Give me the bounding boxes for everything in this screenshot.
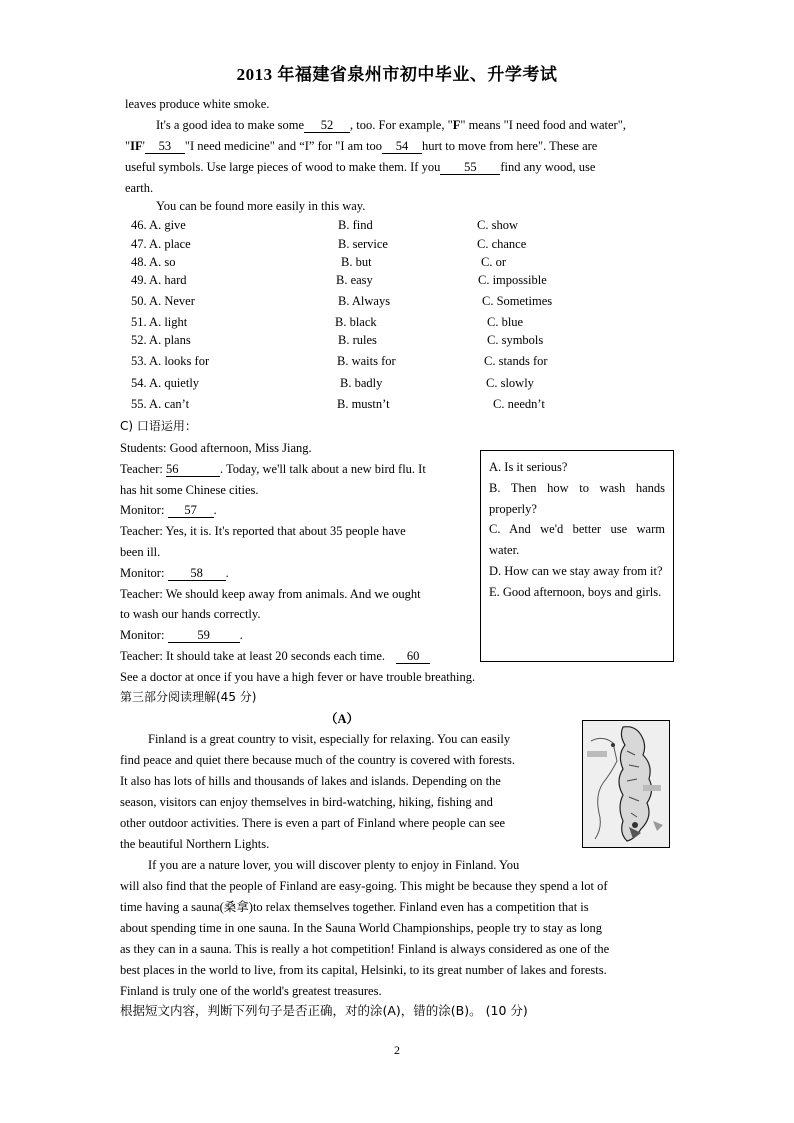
dialogue-line: Teacher: 56 . Today, we'll talk about a new bird flu. It (120, 462, 426, 476)
dialogue-line: Monitor: 57 . (120, 503, 217, 517)
blank-55: 55 (440, 160, 500, 175)
option-a: 52. A. plans (131, 333, 191, 347)
dialogue-line: Teacher: It should take at least 20 seconds each time. 60 (120, 646, 430, 666)
reading-line: time having a sauna(桑拿)to relax themselves together. Finland even has a competition that is (120, 900, 589, 914)
reading-line: It also has lots of hills and thousands of lakes and islands. Depending on the (120, 774, 501, 788)
dialogue-option: C. And we'd better use warm water. (489, 522, 665, 558)
option-b: B. mustn’t (337, 397, 390, 411)
passage-line: "IF' 53 "I need medicine" and “I” for "I am too 54 hurt to move from here". These are (125, 139, 598, 153)
dialogue-line: See a doctor at once if you have a high fever or have trouble breathing. (120, 670, 476, 684)
blank-54: 54 (382, 139, 422, 154)
reading-line: Finland is truly one of the world's greatest treasures. (120, 984, 382, 998)
dialogue-line: Teacher: We should keep away from animals. And we ought (120, 587, 421, 601)
option-a: 49. A. hard (131, 273, 187, 287)
option-b: B. easy (336, 273, 373, 287)
dialogue-line: has hit some Chinese cities. (120, 483, 259, 497)
blank-53: 53 (145, 139, 185, 154)
reading-line: the beautiful Northern Lights. (120, 837, 270, 851)
dialogue-line: Monitor: 58 . (120, 566, 229, 580)
blank-58: 58 (168, 566, 226, 581)
option-c: C. Sometimes (482, 294, 553, 308)
option-c: C. slowly (486, 376, 534, 390)
option-a: 47. A. place (131, 237, 191, 251)
page-title: 2013 年福建省泉州市初中毕业、升学考试 (236, 65, 558, 84)
option-c: C. needn’t (493, 397, 545, 411)
option-c: C. chance (477, 237, 527, 251)
option-c: C. blue (487, 315, 524, 329)
passage-line: leaves produce white smoke. (125, 97, 270, 111)
dialogue-option: D. How can we stay away from it? (489, 563, 663, 578)
blank-56: 56 (166, 462, 220, 477)
dialogue-options-box (480, 450, 674, 662)
option-a: 54. A. quietly (131, 376, 200, 390)
reading-line: as they can in a sauna. This is really a hot competition! Finland is always considered as one of the (120, 942, 610, 956)
section-label: （A） (325, 712, 360, 726)
reading-line: season, visitors can enjoy themselves in bird-watching, hiking, fishing and (120, 795, 493, 809)
reading-line: If you are a nature lover, you will discover plenty to enjoy in Finland. You (148, 858, 520, 872)
dialogue-line: Monitor: 59 . (120, 628, 243, 642)
passage-line: earth. (125, 181, 154, 195)
option-c: C. symbols (487, 333, 544, 347)
option-c: C. stands for (484, 354, 548, 368)
option-a: 53. A. looks for (131, 354, 210, 368)
dialogue-line: to wash our hands correctly. (120, 607, 261, 621)
option-a: 55. A. can’t (131, 397, 190, 411)
option-b: B. waits for (337, 354, 396, 368)
option-a: 50. A. Never (131, 294, 195, 308)
dialogue-option: B. Then how to wash hands properly? (489, 480, 665, 516)
option-b: B. Always (338, 294, 391, 308)
part-heading: 第三部分阅读理解(45 分) (120, 690, 257, 704)
reading-line: will also find that the people of Finland are easy-going. This might be because they spend a lot of (120, 879, 608, 893)
dialogue-line: been ill. (120, 545, 161, 559)
finland-map-image (582, 720, 670, 848)
blank-52: 52 (304, 118, 350, 133)
dialogue-option: A. Is it serious? (489, 460, 568, 474)
option-c: C. show (477, 218, 518, 232)
map-drawing (583, 721, 669, 847)
dialogue-option: E. Good afternoon, boys and girls. (489, 584, 662, 599)
reading-line: best places in the world to live, from its capital, Helsinki, to its great number of lakes and forests. (120, 963, 607, 977)
dialogue-line: Students: Good afternoon, Miss Jiang. (120, 441, 312, 455)
reading-line: Finland is a great country to visit, especially for relaxing. You can easily (148, 732, 511, 746)
passage-line: You can be found more easily in this way. (156, 199, 366, 213)
question-instruction: 根据短文内容，判断下列句子是否正确，对的涂(A)，错的涂(B)。 (10 分) (120, 1003, 528, 1018)
blank-60: 60 (396, 649, 430, 664)
option-a: 46. A. give (131, 218, 186, 232)
option-c: C. or (481, 255, 506, 269)
option-b: B. but (341, 255, 372, 269)
option-a: 51. A. light (131, 315, 188, 329)
page-number: 2 (394, 1043, 400, 1057)
passage-line: useful symbols. Use large pieces of wood to make them. If you 55 find any wood, use (125, 160, 596, 174)
reading-line: other outdoor activities. There is even a part of Finland where people can see (120, 816, 506, 830)
option-a: 48. A. so (131, 255, 176, 269)
option-b: B. find (338, 218, 373, 232)
section-heading: C) 口语运用： (120, 419, 197, 433)
blank-59: 59 (168, 628, 240, 643)
option-b: B. rules (338, 333, 377, 347)
option-b: B. black (335, 315, 377, 329)
reading-line: about spending time in one sauna. In the Sauna World Championships, people try to stay as long (120, 921, 603, 935)
dialogue-line: Teacher: Yes, it is. It's reported that about 35 people have (120, 524, 406, 538)
blank-57: 57 (168, 503, 214, 518)
option-b: B. badly (340, 376, 383, 390)
option-c: C. impossible (478, 273, 547, 287)
passage-line: It's a good idea to make some 52 , too. For example, "F" means "I need food and water", (156, 118, 626, 132)
option-b: B. service (338, 237, 388, 251)
reading-line: find peace and quiet there because much of the country is covered with forests. (120, 753, 515, 767)
